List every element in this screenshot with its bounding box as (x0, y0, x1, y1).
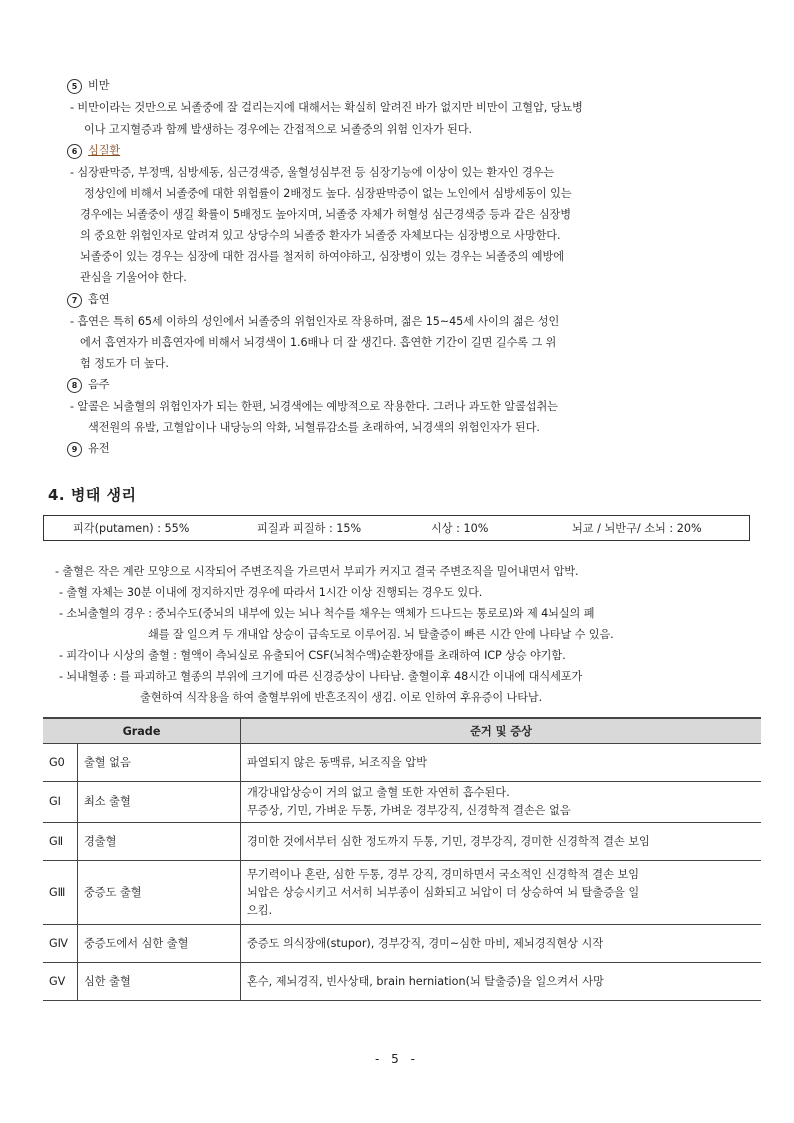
grade-desc-line: 무증상, 기민, 가벼운 두통, 가벼운 경부강직, 신경학적 결손은 없음 (247, 804, 571, 817)
table-row (43, 823, 761, 861)
table-row (43, 744, 761, 782)
hemorrhage-site-summary (43, 515, 750, 541)
grade-code: GⅢ (43, 861, 78, 925)
grade-code: G0 (43, 744, 78, 782)
grade-name: 최소 출혈 (78, 782, 241, 823)
heart-line-6: 관심을 기울어야 한다. (80, 271, 187, 284)
heart-title-link[interactable]: 심질환 (88, 144, 121, 157)
grade-desc-line: 무기력이나 혼란, 심한 두통, 경부 강직, 경미하면서 국소적인 신경학적 결손 보임 (247, 867, 640, 881)
grade-desc (241, 744, 762, 782)
smoking-line-3: 험 정도가 더 높다. (80, 357, 169, 370)
patho-bullet-1: - 출혈은 작은 계란 모양으로 시작되어 주변조직을 가르면서 부피가 커지고 결국 주변조직을 밀어내면서 압박. (55, 565, 579, 578)
grade-desc-line: 으킴. (247, 903, 273, 917)
grade-desc (241, 925, 762, 963)
heart-line-2: 정상인에 비해서 뇌졸중에 대한 위험률이 2배정도 높다. 심장판막증이 없는 노인에서 심방세동이 있는 (84, 187, 572, 200)
heart-heading (67, 143, 120, 159)
grade-desc-line: 혼수, 제뇌경직, 빈사상태, brain herniation(뇌 탈출증)을 일으켜서 사망 (247, 974, 604, 988)
table-row (43, 861, 761, 925)
grade-code: GⅤ (43, 963, 78, 1001)
circled-number: 5 (67, 79, 82, 94)
summary-putamen: 피각(putamen) : 55% (73, 522, 190, 535)
grade-name: 경출혈 (78, 823, 241, 861)
obesity-line-1: - 비만이라는 것만으로 뇌졸중에 잘 걸리는지에 대해서는 확실히 알려진 바가 없지만 비만이 고혈압, 당뇨병 (70, 101, 583, 114)
circled-number: 7 (67, 293, 82, 308)
heart-line-1: - 심장판막증, 부정맥, 심방세동, 심근경색증, 울혈성심부전 등 심장기능에 이상이 있는 환자인 경우는 (70, 166, 555, 179)
obesity-line-2: 이나 고지혈증과 함께 발생하는 경우에는 간접적으로 뇌졸중의 위험 인자가 된다. (84, 123, 472, 136)
criteria-column-header: 준거 및 증상 (241, 718, 762, 744)
grade-name: 중증도에서 심한 출혈 (78, 925, 241, 963)
summary-thalamus: 시상 : 10% (431, 522, 489, 535)
grade-code: GⅣ (43, 925, 78, 963)
patho-bullet-2: - 출혈 자체는 30분 이내에 정지하지만 경우에 따라서 1시간 이상 진행되는 경우도 있다. (59, 586, 483, 599)
obesity-heading (67, 78, 109, 94)
heart-line-3: 경우에는 뇌졸중이 생길 확률이 5배정도 높아지며, 뇌졸중 자체가 허혈성 심근경색증 등과 같은 심장병 (80, 208, 571, 221)
patho-bullet-5: - 뇌내혈종 : 를 파괴하고 혈종의 부위에 크기에 따른 신경증상이 나타남. 출혈이후 48시간 이내에 대식세포가 (59, 670, 583, 683)
section-heading: 4. 병태 생리 (48, 486, 137, 504)
genetics-title: 유전 (88, 442, 110, 455)
smoking-heading (67, 292, 109, 308)
table-row (43, 782, 761, 823)
obesity-title: 비만 (88, 79, 110, 92)
grade-desc-line: 뇌압은 상승시키고 서서히 뇌부종이 심화되고 뇌압이 더 상승하여 뇌 탈출증을 일 (247, 885, 640, 899)
grade-desc-line: 경미한 것에서부터 심한 정도까지 두통, 기민, 경부강직, 경미한 신경학적 결손 보임 (247, 834, 650, 848)
table-row (43, 925, 761, 963)
heart-line-4: 의 중요한 위험인자로 알려져 있고 상당수의 뇌졸중 환자가 뇌졸중 자체보다는 심장병으로 사망한다. (80, 229, 561, 242)
grade-desc-line: 중증도 의식장애(stupor), 경부강직, 경미~심한 마비, 제뇌경직현상 시작 (247, 936, 604, 950)
circled-number: 8 (67, 378, 82, 393)
grade-column-header: Grade (43, 718, 241, 744)
circled-number: 9 (67, 442, 82, 457)
drinking-line-1: - 알콜은 뇌출혈의 위험인자가 되는 한편, 뇌경색에는 예방적으로 작용한다. 그러나 과도한 알콜섭취는 (70, 400, 558, 413)
genetics-heading (67, 441, 109, 457)
smoking-line-2: 에서 흡연자가 비흡연자에 비해서 뇌경색이 1.6배나 더 잘 생긴다. 흡연한 기간이 길면 길수록 그 위 (80, 336, 557, 349)
grade-name: 중증도 출혈 (78, 861, 241, 925)
smoking-line-1: - 흡연은 특히 65세 이하의 성인에서 뇌졸중의 위험인자로 작용하며, 젊은 15~45세 사이의 젊은 성인 (70, 315, 560, 328)
grade-desc (241, 861, 762, 925)
grade-name: 심한 출혈 (78, 963, 241, 1001)
patho-bullet-3: - 소뇌출혈의 경우 : 중뇌수도(중뇌의 내부에 있는 뇌나 척수를 채우는 액체가 드나드는 통로로)와 제 4뇌실의 폐 (59, 607, 595, 620)
grade-code: GⅡ (43, 823, 78, 861)
grade-desc-line: 개강내압상승이 거의 없고 출혈 또한 자연히 흡수된다. (247, 786, 510, 799)
circled-number: 6 (67, 144, 82, 159)
grade-code: GⅠ (43, 782, 78, 823)
patho-bullet-5-cont: 출현하여 식작용을 하여 출혈부위에 반흔조직이 생김. 이로 인하여 후유증이 나타남. (140, 691, 543, 704)
grade-desc (241, 963, 762, 1001)
smoking-title: 흡연 (88, 293, 110, 306)
summary-brainstem: 뇌교 / 뇌반구/ 소뇌 : 20% (572, 522, 702, 535)
summary-cortex: 피질과 피질하 : 15% (257, 522, 362, 535)
drinking-heading (67, 377, 109, 393)
grade-desc (241, 823, 762, 861)
grade-name: 출혈 없음 (78, 744, 241, 782)
patho-bullet-3-cont: 쇄를 잘 일으켜 두 개내압 상승이 급속도로 이루어짐. 뇌 탈출증이 빠른 시간 안에 나타날 수 있음. (148, 628, 614, 641)
table-row (43, 963, 761, 1001)
hemorrhage-grade-table (43, 717, 761, 1001)
grade-desc (241, 782, 762, 823)
grade-desc-line: 파열되지 않은 동맥류, 뇌조직을 압박 (247, 755, 427, 769)
drinking-title: 음주 (88, 378, 110, 391)
patho-bullet-4: - 피각이나 시상의 출혈 : 혈액이 측뇌실로 유출되어 CSF(뇌척수액)순환장애를 초래하여 ICP 상승 야기함. (59, 649, 566, 662)
table-header-row (43, 718, 761, 744)
page-number: - 5 - (375, 1052, 419, 1066)
drinking-line-2: 색전원의 유발, 고혈압이나 내당능의 악화, 뇌혈류감소를 초래하여, 뇌경색의 위험인자가 된다. (88, 421, 540, 434)
heart-line-5: 뇌졸중이 있는 경우는 심장에 대한 검사를 철저히 하여야하고, 심장병이 있는 경우는 뇌졸중의 예방에 (80, 250, 564, 263)
